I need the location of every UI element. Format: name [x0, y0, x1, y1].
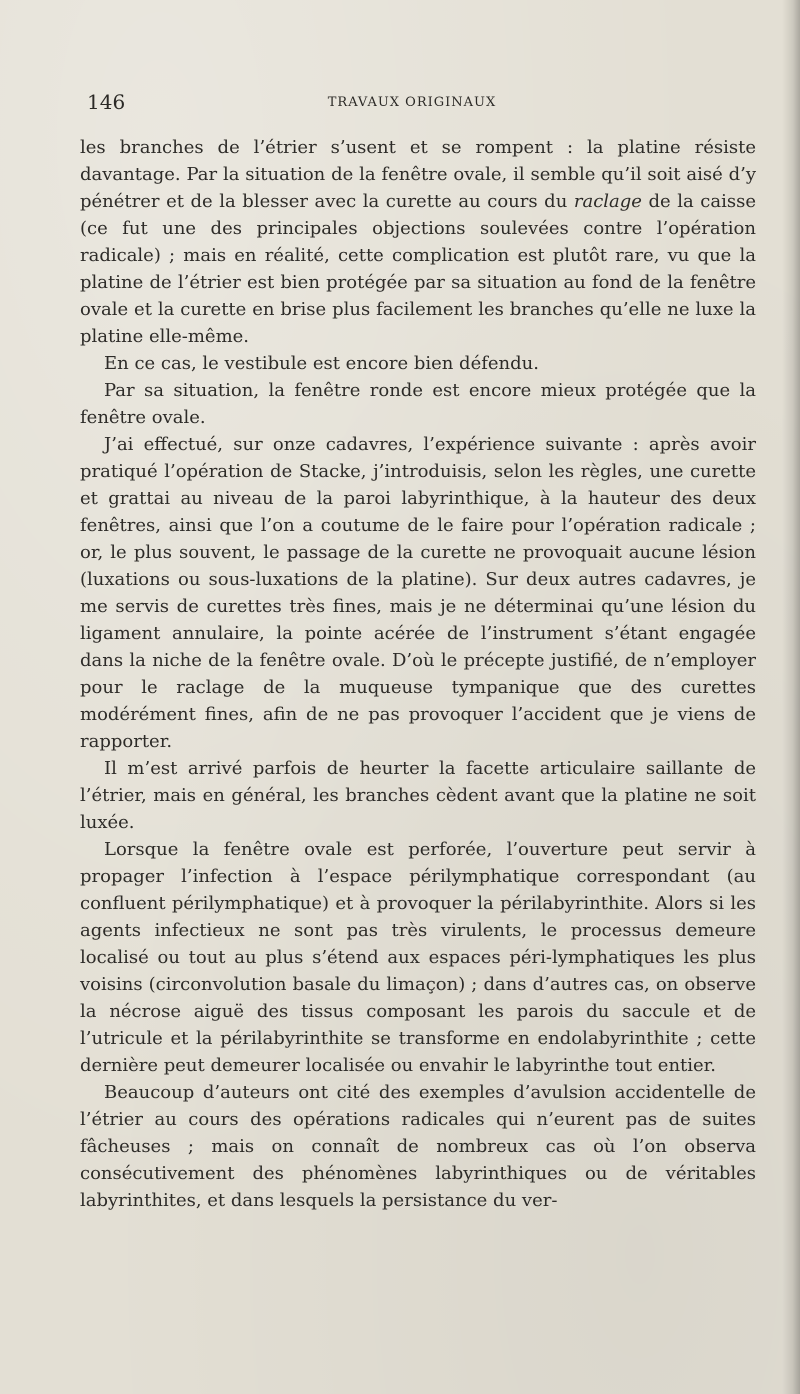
- body-text: [80, 134, 756, 1214]
- paragraph-5: Il m’est arrivé parfois de heurter la facette articulaire saillante de l’étrier, mais en général, les branches cèdent avant que la platine ne soit luxée.: [80, 758, 756, 833]
- paragraph-7: Beaucoup d’auteurs ont cité des exemples d’avulsion accidentelle de l’étrier au cours des opérations radicales qui n’eurent pas de suites fâcheuses ; mais on connaît de nombreux cas où l’on observa consécutivement des phénomènes labyrinthiques ou de véritables labyrinthites, et dans lesquels la persistance du ver-: [80, 1082, 756, 1211]
- paragraph-2: En ce cas, le vestibule est encore bien défendu.: [104, 353, 539, 374]
- page-edge-shadow: [782, 0, 800, 1394]
- paragraph-1-end: de la caisse (ce fut une des principales objections soulevées contre l’opération radicale) ; mais en réalité, cette complication est plutôt rare, vu que la platine de l’étrier est bien protégée par sa situation au fond de la fenêtre ovale et la curette en brise plus facilement les branches qu’elle ne luxe la platine elle-même.: [80, 191, 756, 347]
- paragraph-6: Lorsque la fenêtre ovale est perforée, l’ouverture peut servir à propager l’infection à l’espace périlymphatique correspondant (au confluent périlymphatique) et à provoquer la périlabyrinthite. Alors si les agents infectieux ne sont pas très virulents, le processus demeure localisé ou tout au plus s’étend aux espaces péri-lymphatiques les plus voisins (circonvolution basale du limaçon) ; dans d’autres cas, on observe la nécrose aiguë des tissus composant les parois du saccule et de l’utricule et la périlabyrinthite se transforme en endolabyrinthite ; cette dernière peut demeurer localisée ou envahir le labyrinthe tout entier.: [80, 839, 756, 1076]
- page-number: 146: [87, 90, 126, 114]
- italic-term-raclage: raclage: [573, 191, 642, 212]
- paragraph-4: J’ai effectué, sur onze cadavres, l’expérience suivante : après avoir pratiqué l’opération de Stacke, j’introduisis, selon les règles, une curette et grattai au niveau de la paroi labyrinthique, à la hauteur des deux fenêtres, ainsi que l’on a coutume de le faire pour l’opération radicale ; or, le plus souvent, le passage de la curette ne provoquait aucune lésion (luxations ou sous-luxations de la platine). Sur deux autres cadavres, je me servis de curettes très fines, mais je ne déterminai qu’une lésion du ligament annulaire, la pointe acérée de l’instrument s’étant engagée dans la niche de la fenêtre ovale. D’où le précepte justifié, de n’employer pour le raclage de la muqueuse tympanique que des curettes modérément fines, afin de ne pas provoquer l’accident que je viens de rapporter.: [80, 434, 756, 752]
- running-title: TRAVAUX ORIGINAUX: [327, 95, 497, 110]
- page-header: [87, 90, 737, 116]
- paragraph-1-start: les branches de l’étrier s’usent et se rompent : la platine résiste davantage. Par la situation de la fenêtre ovale, il semble qu’il soit aisé d’y pénétrer et de la blesser avec la curette au cours du: [80, 137, 756, 212]
- paragraph-3: Par sa situation, la fenêtre ronde est encore mieux protégée que la fenêtre ovale.: [80, 380, 756, 428]
- paragraph-1: [80, 134, 756, 350]
